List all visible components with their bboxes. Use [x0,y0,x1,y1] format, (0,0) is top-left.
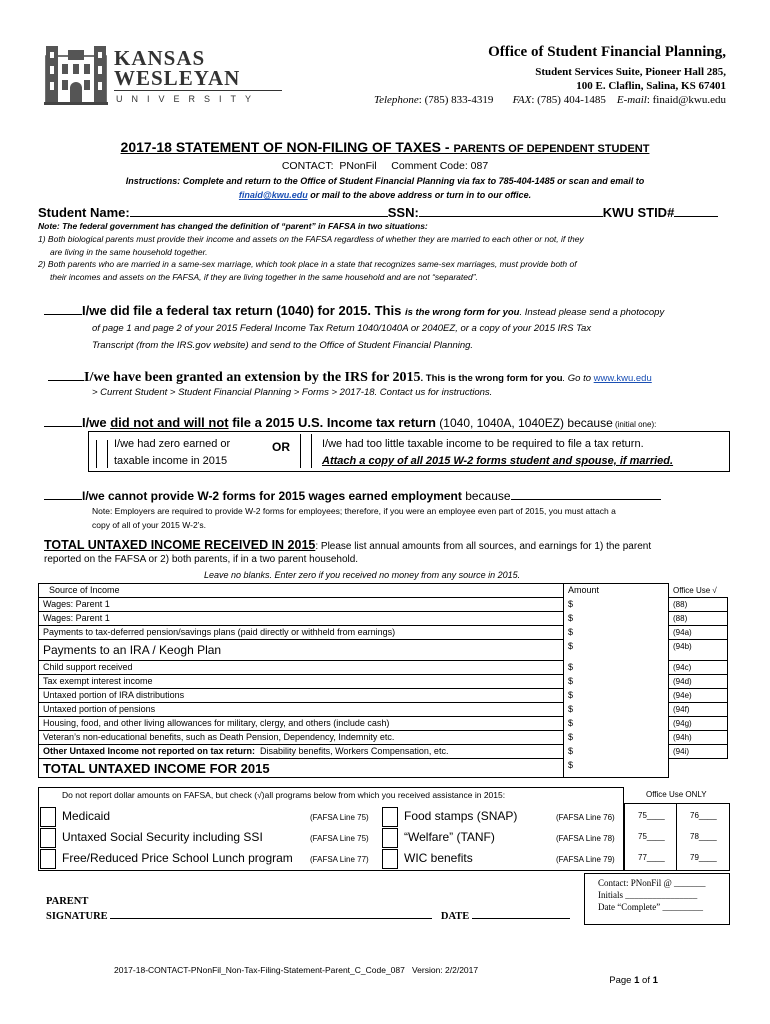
logo-line2: WESLEYAN [114,66,241,90]
office-contact-pnonfil: Contact: PNonFil @ _______ [598,878,706,888]
zero-income-checkbox[interactable] [96,440,108,468]
benefit-label-wic: WIC benefits [404,851,473,865]
option1-initial-field[interactable] [44,314,82,315]
table-row [39,745,728,759]
office-contact-fields [598,877,706,913]
footer-filename: 2017-18-CONTACT-PNonFil_Non-Tax-Filing-Statement-Parent_C_Code_087 Version: 2/2/2017 [114,965,479,975]
signature-label: SIGNATURE [46,911,108,922]
ssn-field[interactable] [419,216,603,217]
parent-definition-note [38,220,584,284]
parent-label: PARENT [46,896,89,907]
row-source: Tax exempt interest income [39,675,564,689]
row-amount[interactable]: $ [564,675,669,689]
option1-bold: I/we did file a federal tax return (1040) for 2015. This [82,303,405,318]
option-filed-return [44,302,664,320]
contact-line: CONTACT: PNonFil Comment Code: 087 [281,160,489,172]
table-row [39,626,728,640]
office-code: 77____ [638,853,665,862]
row-office: (88) [669,612,728,626]
option1-wrong-form: is the wrong form for you [404,307,520,318]
box2-line2: Attach a copy of all 2015 W-2 forms student and spouse, if married. [322,455,674,467]
row-amount[interactable]: $ [564,598,669,612]
office-date-complete: Date “Complete” _________ [598,902,703,912]
or-label: OR [272,440,290,454]
row-source: Payments to an IRA / Keogh Plan [39,640,564,661]
row-office: (94e) [669,689,728,703]
form-title [0,139,770,155]
table-row [39,612,728,626]
university-logo [44,42,284,108]
row-amount[interactable]: $ [564,731,669,745]
row-source: Payments to tax-deferred pension/savings plans (paid directly or withheld from earnings) [39,626,564,640]
untaxed-heading-line [44,536,651,554]
logo-line3: UNIVERSITY [116,94,261,104]
medicaid-checkbox[interactable] [40,807,56,827]
table-row [39,640,728,661]
zero-income-text [114,436,230,470]
signature-field[interactable] [110,918,432,919]
page-prefix: Page [609,975,635,986]
row-amount[interactable]: $ [564,661,669,675]
option2-bold: I/we have been granted an extension by the IRS for 2015 [84,370,421,385]
office-code: 75____ [638,832,665,841]
table-row [39,689,728,703]
untaxed-income-table [38,583,728,778]
telephone-label: Telephone [373,94,419,106]
finaid-email-link[interactable]: finaid@kwu.edu [238,190,308,200]
fax-value: : (785) 404-1485 [531,94,606,106]
office-use-divider [676,803,677,871]
kwu-stid-field[interactable] [674,216,718,217]
instructions-line2 [0,188,770,202]
col-amount-header: Amount [564,584,669,598]
option4-bold: I/we cannot provide W-2 forms for 2015 wages earned employment [82,489,462,503]
row-amount[interactable]: $ [564,640,669,661]
benefit-line-school-lunch: (FAFSA Line 77) [310,855,369,864]
option3-p4: (1040, 1040A, 1040EZ) because [435,416,613,430]
row-source-rest: Disability benefits, Workers Compensation, etc. [255,746,449,756]
option2-mid: . This is the wrong form for you [420,373,563,384]
page-total: 1 [652,975,658,986]
option3-p5: (initial one): [612,420,657,429]
option4-initial-field[interactable] [44,499,82,500]
benefit-label-snap: Food stamps (SNAP) [404,809,518,823]
signature-line [46,911,570,922]
row-source-bold: Other Untaxed Income not reported on tax return: [43,746,256,756]
kwu-stid-label: KWU STID# [602,205,675,220]
box1-line1: I/we had zero earned or [114,438,231,450]
office-initials: Initials ________________ [598,890,698,900]
telephone-value: : (785) 833-4319 [418,94,494,106]
option3-initial-field[interactable] [44,426,82,427]
benefit-line-wic: (FAFSA Line 79) [556,855,615,864]
table-row [39,703,728,717]
untaxed-heading: TOTAL UNTAXED INCOME RECEIVED IN 2015 [44,538,316,552]
kwu-website-link[interactable]: www.kwu.edu [593,373,652,384]
benefits-instruction: Do not report dollar amounts on FAFSA, but check (√)all programs below from which you received assistance in 2015: [62,790,506,800]
row-amount[interactable]: $ [564,626,669,640]
benefit-label-medicaid: Medicaid [62,809,111,823]
row-source: Wages: Parent 1 [39,598,564,612]
row-amount[interactable]: $ [564,703,669,717]
total-row [39,759,728,778]
logo-rule [114,90,282,91]
row-amount[interactable]: $ [564,745,669,759]
office-address1: Student Services Suite, Pioneer Hall 285, [535,66,726,78]
email-label: E-mail [616,94,647,106]
row-office: (94d) [669,675,728,689]
note-line1: Note: The federal government has changed the definition of “parent” in FAFSA in two situations: [38,221,428,231]
option1-line2: of page 1 and page 2 of your 2015 Federal Income Tax Return 1040/1040A or 2040EZ, or a copy of your 2015 IRS Tax [92,323,592,334]
total-label: TOTAL UNTAXED INCOME FOR 2015 [39,759,564,778]
total-office-cell [669,759,728,778]
office-use-only: Office Use ONLY [646,790,707,799]
benefit-line-tanf: (FAFSA Line 78) [556,834,615,843]
option1-rest: . Instead please send a photocopy [519,307,665,318]
option2-initial-field[interactable] [48,380,84,381]
col-source-text: Source of Income [49,585,120,595]
table-row [39,661,728,675]
row-office: (94i) [669,745,728,759]
office-code: 76____ [690,811,717,820]
social-security-checkbox[interactable] [40,828,56,848]
form-title-sub: PARENTS OF DEPENDENT STUDENT [453,143,650,155]
leave-no-blanks: Leave no blanks. Enter zero if you received no money from any source in 2015. [204,570,521,580]
benefit-line-snap: (FAFSA Line 76) [556,813,615,822]
note-line4: 2) Both parents who are married in a same-sex marriage, which took place in a state that recognizes same-sex marriages, must provide both of [38,259,577,270]
note-line3: are living in the same household together. [50,246,208,257]
benefit-line-medicaid: (FAFSA Line 75) [310,813,369,822]
tanf-checkbox[interactable] [382,828,398,848]
row-source: Child support received [39,661,564,675]
option3-p1: I/we [82,415,111,430]
office-code: 79____ [690,853,717,862]
option-did-not-file [44,414,656,432]
row-source: Housing, food, and other living allowances for military, clergy, and others (include cash) [39,717,564,731]
office-code: 75____ [638,811,665,820]
box1-line2: taxable income in 2015 [114,455,228,467]
too-little-income-checkbox[interactable] [300,434,312,468]
benefit-line-social-security: (FAFSA Line 75) [310,834,369,843]
page-mid: of [639,975,653,986]
office-contact-line [374,94,726,106]
table-row [39,675,728,689]
date-field[interactable] [472,918,570,919]
wic-checkbox[interactable] [382,849,398,869]
untaxed-heading-rest: : Please list annual amounts from all sources, and earnings for 1) the parent [315,541,652,552]
table-header-row [39,584,728,598]
option1-line3: Transcript (from the IRS.gov website) and send to the Office of Student Financial Planning. [92,340,474,351]
note-line2: 1) Both biological parents must provide their income and assets on the FAFSA regardless of whether they are married to each other or not, if they [38,233,584,244]
table-row [39,717,728,731]
row-source: Untaxed portion of IRA distributions [39,689,564,703]
option4-rest: because [461,489,511,503]
option4-note [92,504,616,532]
student-name-field[interactable] [130,216,388,217]
col-office-header: Office Use √ [673,585,717,595]
row-amount[interactable]: $ [564,689,669,703]
row-source: Wages: Parent 1 [39,612,564,626]
office-address2: 100 E. Claflin, Salina, KS 67401 [576,80,726,92]
instructions-line2-rest: or mail to the above address or turn in to our office. [307,190,532,200]
option3-p3: file a 2015 U.S. Income tax return [228,415,436,430]
row-office: (94f) [669,703,728,717]
untaxed-line2: reported on the FAFSA or 2) both parents, if in a two parent household. [44,554,359,565]
col-source-header [39,584,564,598]
option4-note2: copy of all of your 2015 W-2’s. [92,520,207,530]
row-amount[interactable]: $ [564,717,669,731]
student-info-line [38,205,718,220]
row-office: (88) [669,598,728,612]
footer-page [604,964,658,986]
option4-note1: Note: Employers are required to provide W-2 forms for employees; therefore, if you were an employee even part of 2015, you must attach a [92,506,616,516]
option4-reason-field[interactable] [511,499,661,500]
option3-p2: did not and will not [110,415,229,430]
option-extension [48,368,652,386]
benefit-label-social-security: Untaxed Social Security including SSI [62,830,263,844]
box2-line1: I/we had too little taxable income to be required to file a tax return. [322,438,644,450]
snap-checkbox[interactable] [382,807,398,827]
email-value: : finaid@kwu.edu [646,94,726,106]
logo-line1: KANSAS [114,46,206,70]
row-office: (94a) [669,626,728,640]
benefit-label-school-lunch: Free/Reduced Price School Lunch program [62,851,293,865]
page-number: 1 [634,975,640,986]
row-office: (94g) [669,717,728,731]
school-lunch-checkbox[interactable] [40,849,56,869]
option2-rest: . Go to [562,373,594,384]
instructions-line1: Instructions: Complete and return to the Office of Student Financial Planning via fax to 785-404-1485 or scan and email to [125,176,645,186]
table-row [39,731,728,745]
row-office: (94h) [669,731,728,745]
row-source: Veteran’s non-educational benefits, such as Death Pension, Dependency, Indemnity etc. [39,731,564,745]
office-title: Office of Student Financial Planning, [488,44,726,60]
row-source [39,745,564,759]
row-office: (94b) [669,640,728,661]
too-little-income-text [322,436,673,470]
ssn-label: SSN: [387,205,419,220]
instructions [0,174,770,202]
row-source: Untaxed portion of pensions [39,703,564,717]
row-amount[interactable]: $ [564,612,669,626]
table-row [39,598,728,612]
row-office: (94c) [669,661,728,675]
office-code: 78____ [690,832,717,841]
note-line5: their incomes and assets on the FAFSA, if they are living together in the same household and are not “separated”. [50,272,478,283]
fax-label: FAX [512,94,532,106]
benefit-label-tanf: “Welfare” (TANF) [404,830,495,844]
option2-line2: > Current Student > Student Financial Planning > Forms > 2017-18. Contact us for instructions. [92,387,493,398]
date-label: DATE [440,911,470,922]
building-icon [44,42,108,106]
student-name-label: Student Name: [38,205,130,220]
option-no-w2 [44,487,661,505]
total-amount[interactable]: $ [564,759,669,778]
form-title-main: 2017-18 STATEMENT OF NON-FILING OF TAXES - [120,139,454,155]
